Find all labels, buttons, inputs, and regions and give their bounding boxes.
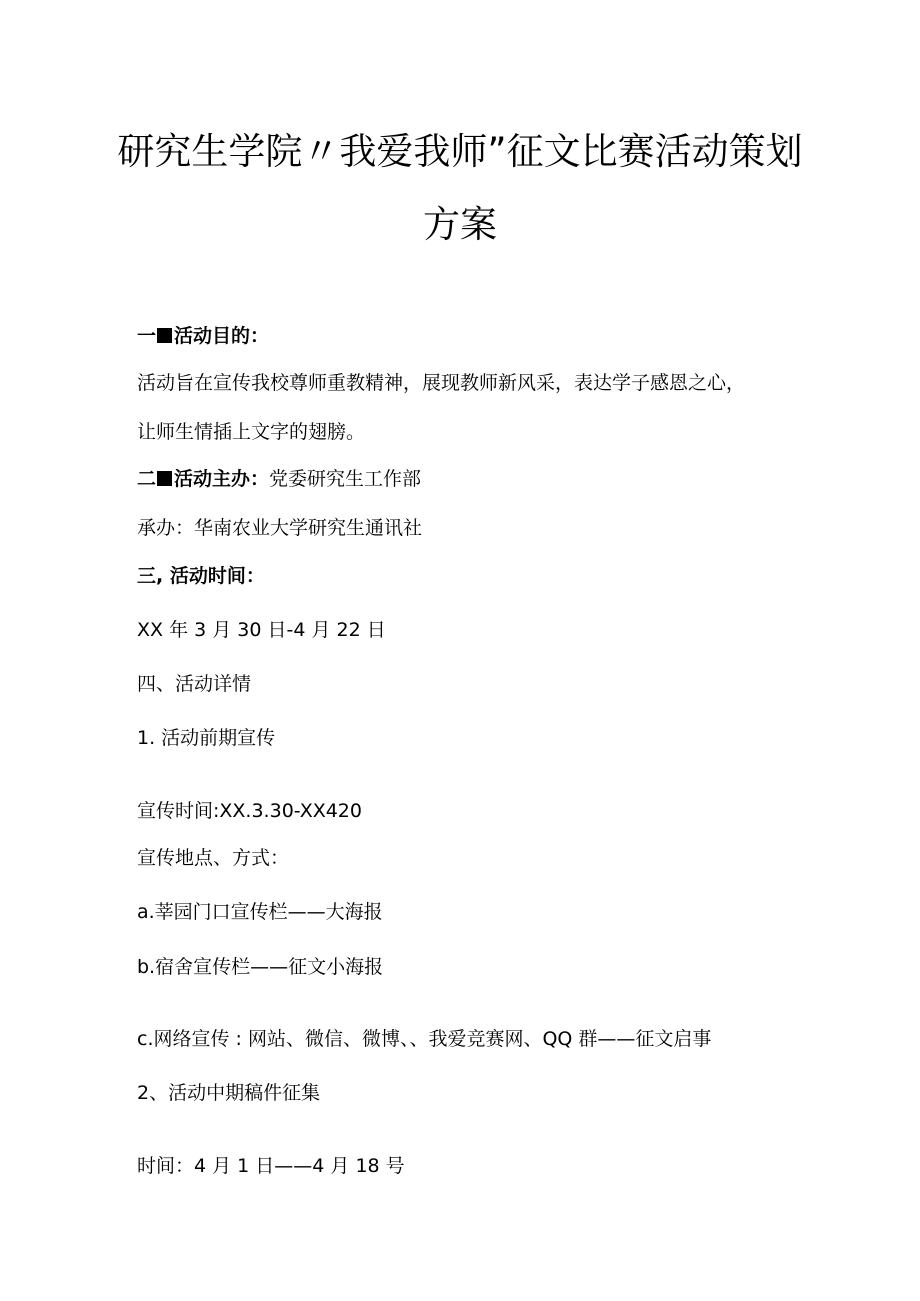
co-organizer-line: 承办：华南农业大学研究生通讯社 bbox=[137, 517, 423, 539]
square-bullet-icon bbox=[157, 328, 172, 343]
purpose-text-line-1: 活动旨在宣传我校尊师重教精神，展现教师新风采，表达学子感恩之心， bbox=[137, 372, 746, 394]
item-2-heading: 2、活动中期稿件征集 bbox=[137, 1082, 321, 1104]
section-2-title: 活动主办： bbox=[174, 468, 270, 490]
promo-item-a: a.莘园门口宣传栏——大海报 bbox=[137, 901, 383, 923]
document-title-line-1: 研究生学院〃我爱我师”征文比赛活动策划 bbox=[117, 130, 803, 173]
purpose-text-line-2: 让师生情插上文字的翅膀。 bbox=[137, 421, 366, 443]
section-2-heading bbox=[137, 466, 421, 492]
document-title-line-2: 方案 bbox=[423, 203, 497, 246]
section-4-heading: 四、活动详情 bbox=[137, 673, 252, 695]
item-1-heading: 1. 活动前期宣传 bbox=[137, 727, 276, 749]
section-1-heading bbox=[137, 323, 269, 349]
square-bullet-icon bbox=[157, 471, 172, 486]
promo-item-c: c.网络宣传 : 网站、微信、微博、、我爱竞赛网、QQ 群——征文启事 bbox=[137, 1028, 712, 1050]
section-2-value: 党委研究生工作部 bbox=[269, 468, 422, 490]
promo-time-line: 宣传时间:XX.3.30-XX420 bbox=[137, 800, 362, 822]
section-3-heading: 三, 活动时间： bbox=[137, 565, 265, 587]
section-1-title: 活动目的： bbox=[174, 325, 270, 347]
section-1-prefix: 一 bbox=[137, 325, 157, 347]
collect-time-line: 时间：4 月 1 日——4 月 18 号 bbox=[137, 1155, 405, 1177]
promo-place-line: 宣传地点、方式： bbox=[137, 847, 290, 869]
section-2-prefix: 二 bbox=[137, 468, 157, 490]
promo-item-b: b.宿舍宣传栏——征文小海报 bbox=[137, 956, 384, 978]
activity-time-line: XX 年 3 月 30 日-4 月 22 日 bbox=[137, 619, 386, 641]
